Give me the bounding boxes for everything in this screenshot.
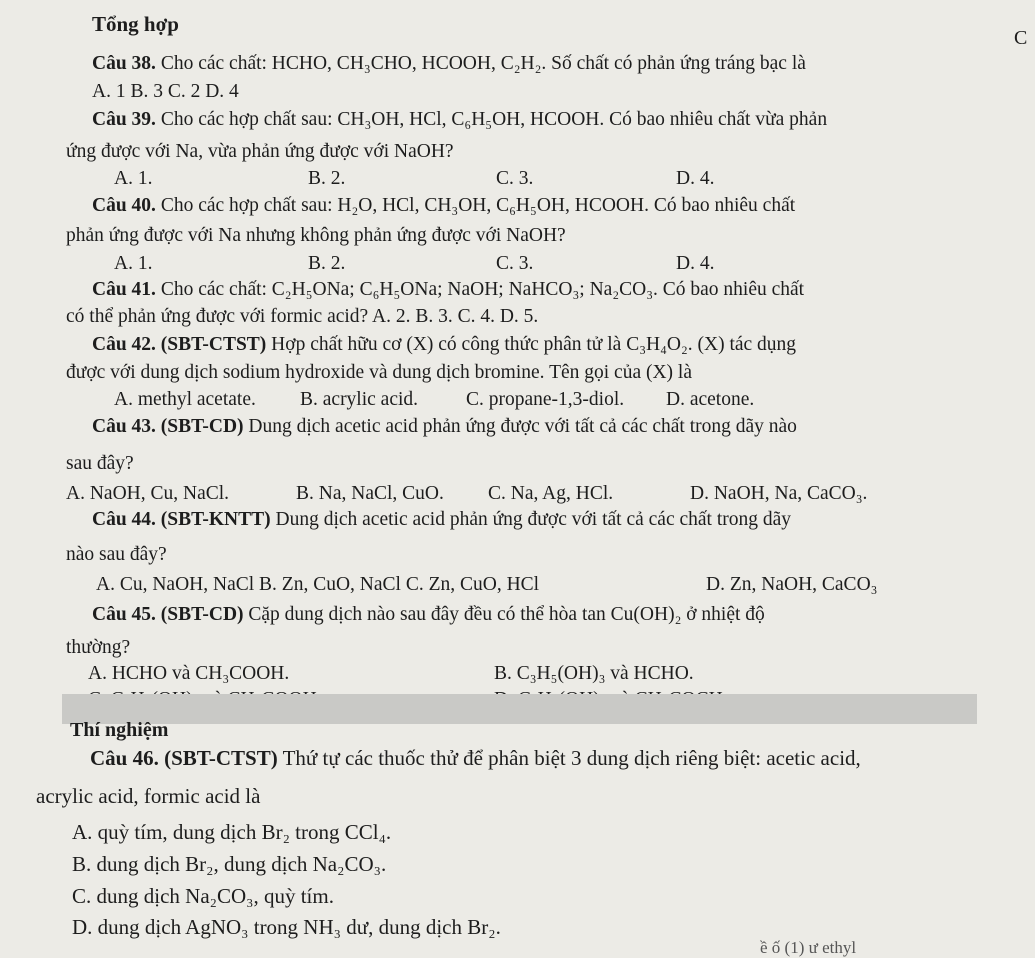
option-c: C. propane-1,3-diol. <box>466 389 625 410</box>
option-a: A. NaOH, Cu, NaCl. <box>66 483 230 504</box>
section-band <box>62 694 977 724</box>
option-d: D. acetone. <box>666 389 755 410</box>
question-39-text-cont: ứng được với Na, vừa phản ứng được với NaOH? <box>66 141 454 162</box>
question-text: Hợp chất hữu cơ (X) có công thức phân tử là C₃H₄O₂. (X) tác dụng <box>271 334 797 355</box>
option-a: A. 1. <box>114 253 153 274</box>
question-44-text-cont: nào sau đây? <box>66 544 167 565</box>
question-text: Cho các hợp chất sau: H₂O, HCl, CH₃OH, C₆H₅OH, HCOOH. Có bao nhiêu chất <box>160 195 796 216</box>
option-a: A. quỳ tím, dung dịch Br₂ trong CCl₄. <box>72 820 392 844</box>
option-d: D. dung dịch AgNO₃ trong NH₃ dư, dung dịch Br₂. <box>72 915 501 939</box>
option-c: C. 3. <box>496 253 534 274</box>
question-40-text-cont: phản ứng được với Na nhưng không phản ứng được với NaOH? <box>66 225 566 246</box>
corner-letter: C <box>1014 27 1028 49</box>
option-b: B. 2. <box>308 168 346 189</box>
question-45 <box>92 603 765 627</box>
option-c: C. dung dịch Na₂CO₃, quỳ tím. <box>72 884 334 908</box>
question-38 <box>92 52 806 76</box>
question-42-text-cont: được với dung dịch sodium hydroxide và dung dịch bromine. Tên gọi của (X) là <box>66 362 692 383</box>
question-41-text-cont: có thể phản ứng được với formic acid? A. 2. B. 3. C. 4. D. 5. <box>66 306 539 327</box>
question-text: Cặp dung dịch nào sau đây đều có thể hòa tan Cu(OH)₂ ở nhiệt độ <box>248 604 765 625</box>
question-42-options <box>0 388 1035 412</box>
question-45-text-cont: thường? <box>66 637 131 658</box>
question-45-options-row1 <box>0 662 1035 686</box>
question-number: Câu 42. (SBT-CTST) <box>92 334 267 355</box>
option-d: D. NaOH, Na, CaCO₃. <box>690 483 868 504</box>
question-38-options: A. 1 B. 3 C. 2 D. 4 <box>92 81 239 102</box>
question-46 <box>90 746 861 770</box>
question-40 <box>92 194 795 218</box>
option-c: C. Na, Ag, HCl. <box>488 483 614 504</box>
question-44-options <box>0 573 1035 597</box>
question-42 <box>92 333 796 357</box>
question-text: Dung dịch acetic acid phản ứng được với tất cả các chất trong dãy nào <box>248 416 797 437</box>
question-number: Câu 44. (SBT-KNTT) <box>92 509 271 530</box>
options-abc: A. Cu, NaOH, NaCl B. Zn, CuO, NaCl C. Zn, CuO, HCl <box>96 574 540 595</box>
question-number: Câu 40. <box>92 195 156 216</box>
question-40-options <box>0 252 1035 276</box>
section-title-experiment: Thí nghiệm <box>70 719 169 741</box>
question-46-text-cont: acrylic acid, formic acid là <box>36 784 261 808</box>
question-43-options <box>0 482 1035 506</box>
question-number: Câu 41. <box>92 279 156 300</box>
question-39 <box>92 108 827 132</box>
question-44 <box>92 508 791 532</box>
option-a: A. 1. <box>114 168 153 189</box>
option-a: A. HCHO và CH₃COOH. <box>88 663 290 684</box>
question-text: Cho các chất: C₂H₅ONa; C₆H₅ONa; NaOH; NaHCO₃; Na₂CO₃. Có bao nhiêu chất <box>160 279 805 300</box>
option-b: B. 2. <box>308 253 346 274</box>
option-b: B. C₃H₅(OH)₃ và HCHO. <box>494 663 694 684</box>
option-b: B. Na, NaCl, CuO. <box>296 483 444 504</box>
question-text: Cho các hợp chất sau: CH₃OH, HCl, C₆H₅OH, HCOOH. Có bao nhiêu chất vừa phản <box>160 109 828 130</box>
section-title: Tổng hợp <box>92 12 179 36</box>
question-43-text-cont: sau đây? <box>66 453 134 474</box>
option-a: A. methyl acetate. <box>114 389 256 410</box>
question-number: Câu 38. <box>92 53 156 74</box>
question-number: Câu 43. (SBT-CD) <box>92 416 244 437</box>
question-39-options <box>0 167 1035 191</box>
question-number: Câu 45. (SBT-CD) <box>92 604 244 625</box>
option-d: D. 4. <box>676 253 715 274</box>
option-d: D. 4. <box>676 168 715 189</box>
question-text: Thứ tự các thuốc thử để phân biệt 3 dung dịch riêng biệt: acetic acid, <box>282 746 861 770</box>
question-41 <box>92 278 804 302</box>
question-43 <box>92 415 797 439</box>
cutoff-text: ề ố (1) ư ethyl <box>760 938 857 957</box>
question-number: Câu 46. (SBT-CTST) <box>90 746 278 770</box>
question-text: Cho các chất: HCHO, CH₃CHO, HCOOH, C₂H₂. Số chất có phản ứng tráng bạc là <box>160 53 806 74</box>
question-text: Dung dịch acetic acid phản ứng được với tất cả các chất trong dãy <box>275 509 792 530</box>
option-c: C. 3. <box>496 168 534 189</box>
option-b: B. dung dịch Br₂, dung dịch Na₂CO₃. <box>72 852 387 876</box>
question-number: Câu 39. <box>92 109 156 130</box>
option-b: B. acrylic acid. <box>300 389 419 410</box>
option-d: D. Zn, NaOH, CaCO₃ <box>706 574 878 595</box>
